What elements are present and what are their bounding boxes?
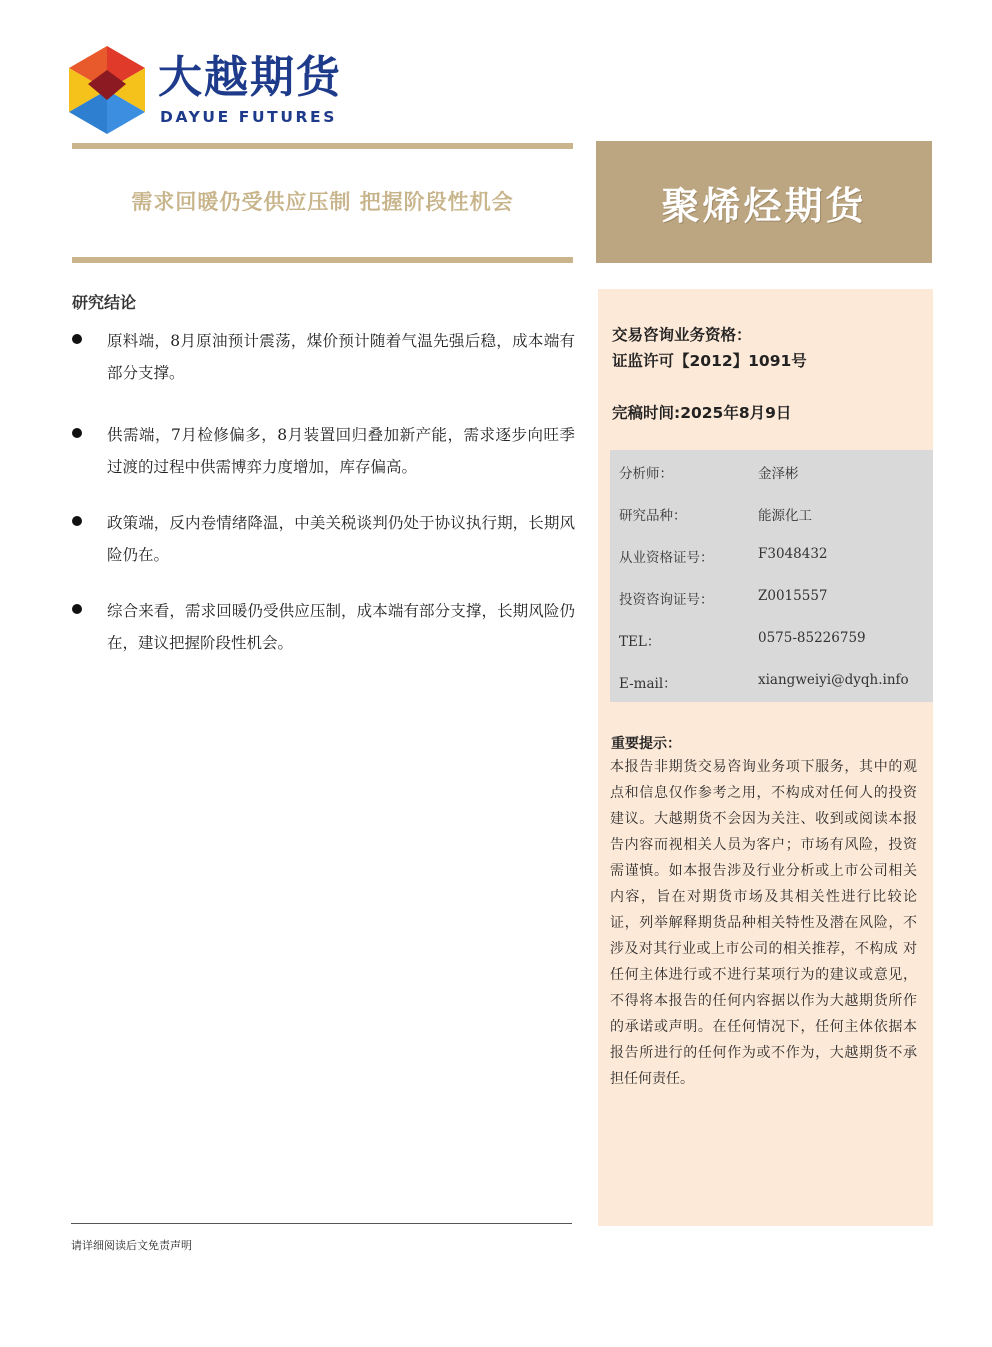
report-title: 需求回暖仍受供应压制 把握阶段性机会 xyxy=(131,190,514,214)
info-label: 分析师： xyxy=(619,466,673,482)
info-row xyxy=(610,618,933,660)
bullet-icon xyxy=(72,516,82,526)
conclusion-text: 政策端，反内卷情绪降温，中美关税谈判仍处于协议执行期，长期风险仍在。 xyxy=(107,514,575,564)
bullet-icon xyxy=(72,604,82,614)
title-rule-top xyxy=(72,143,573,149)
conclusion-item xyxy=(72,507,575,571)
info-value: 0575-85226759 xyxy=(758,630,866,646)
info-label: 从业资格证号： xyxy=(619,550,714,566)
info-value: 金泽彬 xyxy=(758,466,799,482)
info-value: F3048432 xyxy=(758,546,828,562)
info-label: 投资咨询证号： xyxy=(619,592,714,608)
logo-english-name: DAYUE FUTURES xyxy=(160,108,337,126)
title-rule-bottom xyxy=(72,257,573,263)
product-name: 聚烯烃期货 xyxy=(661,183,867,228)
company-logo xyxy=(68,44,358,136)
info-label: TEL： xyxy=(619,634,661,650)
conclusion-text: 供需端，7月检修偏多，8月装置回归叠加新产能，需求逐步向旺季过渡的过程中供需博弈力度增加，库存偏高。 xyxy=(107,426,575,476)
section-heading: 研究结论 xyxy=(72,293,137,312)
info-label: E-mail： xyxy=(619,676,677,692)
conclusion-text: 原料端，8月原油预计震荡，煤价预计随着气温先强后稳，成本端有部分支撑。 xyxy=(107,332,575,382)
info-row xyxy=(610,450,933,492)
notice-body: 本报告非期货交易咨询业务项下服务，其中的观点和信息仅作参考之用，不构成对任何人的投资建议。大越期货不会因为关注、收到或阅读本报告内容而视相关人员为客户；市场有风险，投资需谨慎。如本报告涉及行业分析或上市公司相关内容，旨在对期货市场及其相关性进行比较论证，列举解释期货品种相关特性及潜在风险，不涉及对其行业或上市公司的相关推荐，不构成 对任何主体进行或不进行某项行为的建议或意见，不得将本报告的任何内容据以作为大越期货所作的承诺或声明。在任何情况下，任何主体依据本报告所进行的任何作为或不作为，大越期货不承担任何责任。 xyxy=(610,759,917,1087)
info-row xyxy=(610,576,933,618)
conclusion-item xyxy=(72,325,575,389)
notice-title: 重要提示： xyxy=(611,736,681,752)
info-row xyxy=(610,534,933,576)
conclusion-item xyxy=(72,419,575,483)
qualification-label: 交易咨询业务资格： xyxy=(612,326,752,344)
email-link[interactable]: xiangweiyi@dyqh.info xyxy=(758,672,909,688)
analyst-info-table xyxy=(610,450,933,702)
info-label: 研究品种： xyxy=(619,508,687,524)
conclusion-text: 综合来看，需求回暖仍受供应压制，成本端有部分支撑，长期风险仍在，建议把握阶段性机会。 xyxy=(107,602,575,652)
dayue-logo-icon xyxy=(68,44,146,136)
completion-time: 完稿时间:2025年8月9日 xyxy=(612,404,792,422)
footer-rule xyxy=(71,1223,572,1224)
footer-disclaimer-note: 请详细阅读后文免责声明 xyxy=(71,1239,192,1252)
info-value: 能源化工 xyxy=(758,508,812,524)
logo-chinese-name: 大越期货 xyxy=(158,52,342,103)
info-value: Z0015557 xyxy=(758,588,828,604)
bullet-icon xyxy=(72,334,82,344)
info-row xyxy=(610,660,933,702)
info-row xyxy=(610,492,933,534)
qualification-value: 证监许可【2012】1091号 xyxy=(612,352,807,370)
conclusion-item xyxy=(72,595,575,659)
bullet-icon xyxy=(72,428,82,438)
product-banner xyxy=(596,141,932,263)
